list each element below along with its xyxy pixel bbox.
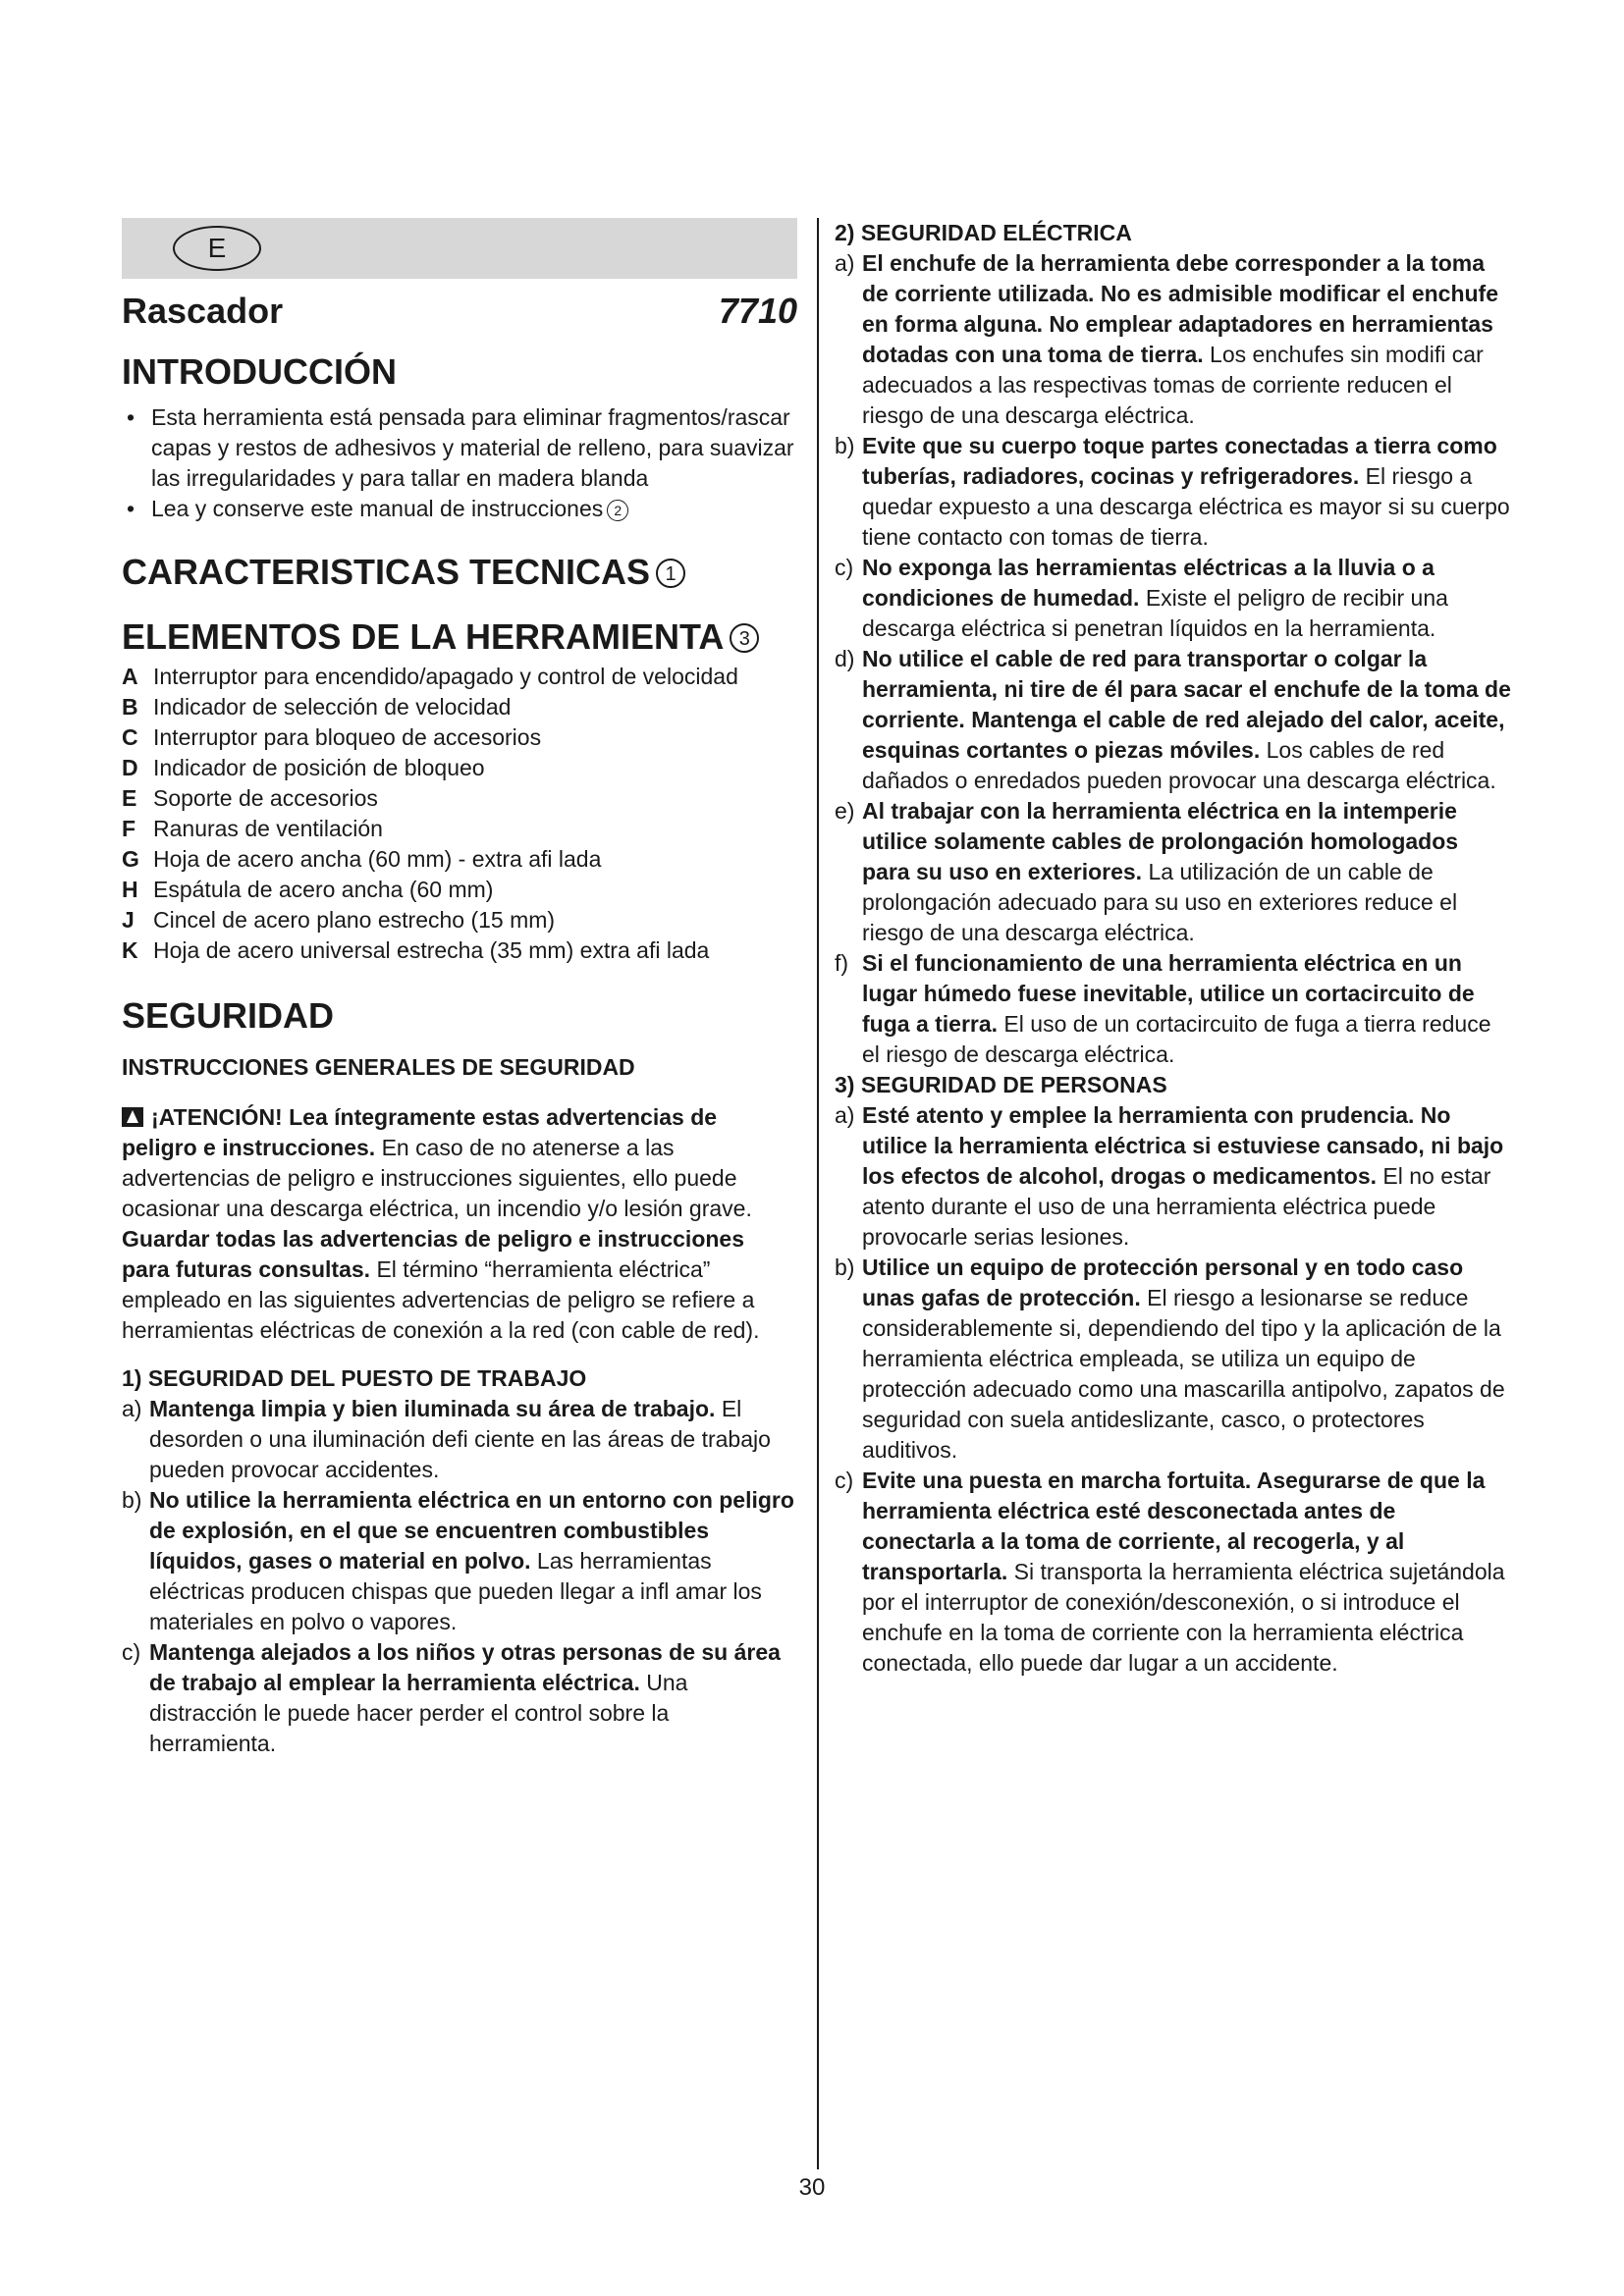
element-letter: A (122, 664, 138, 689)
left-column (122, 218, 797, 1759)
item-text: Los cables de red dañados o enredados pueden provocar una descarga eléctrica. (862, 737, 1496, 793)
element-item (122, 692, 797, 722)
title-row (122, 287, 797, 336)
item-label: c) (835, 1468, 854, 1493)
tech-heading (122, 550, 797, 595)
electrical-item-f (835, 948, 1512, 1070)
item-text: Si transporta la herramienta eléctrica sujetándola por el interruptor de conexión/desconexión, o si introduce el enchufe en la toma de corriente con la herramienta eléctrica conectada, ello puede dar lugar a un accidente. (862, 1559, 1505, 1676)
item-bold: No exponga las herramientas eléctricas a la lluvia o a condiciones de humedad. (862, 555, 1435, 611)
item-text: El riesgo a lesionarse se reduce considerablemente si, dependiendo del tipo y la aplicación de la herramienta eléctrica empleada, se utiliza un equipo de protección adecuado como una mascarilla antipolvo, zapatos de seguridad con suela antideslizante, casco, o protectores auditivos. (862, 1285, 1505, 1463)
personal-safety-heading: 3) SEGURIDAD DE PERSONAS (835, 1072, 1167, 1097)
attention-text-1: En caso de no atenerse a las advertencias de peligro e instrucciones siguientes, ello puede ocasionar una descarga eléctrica, un incendio y/o lesión grave. (122, 1135, 752, 1221)
page-number: 30 (798, 2174, 826, 2201)
element-letter: E (122, 785, 137, 811)
element-item (122, 905, 797, 935)
intro-list (122, 402, 797, 524)
workplace-safety-heading: 1) SEGURIDAD DEL PUESTO DE TRABAJO (122, 1365, 587, 1391)
element-text: Interruptor para encendido/apagado y control de velocidad (153, 664, 738, 689)
language-bar (122, 218, 797, 279)
electrical-item-c (835, 553, 1512, 644)
element-letter: D (122, 755, 138, 780)
item-label: a) (122, 1396, 142, 1421)
item-text: El desorden o una iluminación defi ciente en las áreas de trabajo pueden provocar accidentes. (149, 1396, 771, 1482)
element-text: Hoja de acero universal estrecha (35 mm) extra afi lada (153, 937, 710, 963)
personal-item-c (835, 1466, 1512, 1679)
intro-bullet-1-text: Esta herramienta está pensada para eliminar fragmentos/rascar capas y restos de adhesivos y material de relleno, para suavizar las irregularidades y para tallar en madera blanda (151, 404, 794, 491)
item-bold: Mantenga limpia y bien iluminada su área de trabajo. (149, 1396, 716, 1421)
element-item (122, 753, 797, 783)
electrical-safety-heading: 2) SEGURIDAD ELÉCTRICA (835, 220, 1132, 245)
workplace-safety-section (122, 1363, 797, 1759)
element-letter: B (122, 694, 138, 720)
item-text: Una distracción le puede hacer perder el control sobre la herramienta. (149, 1670, 688, 1756)
intro-bullet-1 (122, 402, 797, 494)
item-label: d) (835, 646, 855, 671)
element-item (122, 814, 797, 844)
item-bold: Si el funcionamiento de una herramienta eléctrica en un lugar húmedo fuese inevitable, utilice un cortacircuito de fuga a tierra. (862, 950, 1475, 1037)
element-letter: F (122, 816, 136, 841)
element-letter: H (122, 877, 138, 902)
item-label: a) (835, 1102, 855, 1128)
electrical-item-a (835, 248, 1512, 431)
element-item (122, 935, 797, 966)
item-text: La utilización de un cable de prolongación adecuado para su uso en exteriores reduce el riesgo de una descarga eléctrica. (862, 859, 1458, 945)
general-safety-heading: INSTRUCCIONES GENERALES DE SEGURIDAD (122, 1054, 635, 1080)
item-bold: Esté atento y emplee la herramienta con prudencia. No utilice la herramienta eléctrica si estuviese cansado, ni bajo los efectos de alcohol, drogas o medicamentos. (862, 1102, 1504, 1189)
workplace-item-c (122, 1637, 797, 1759)
element-item (122, 844, 797, 875)
figure-ref-3: 3 (730, 623, 759, 653)
item-text: El riesgo a quedar expuesto a una descarga eléctrica es mayor si su cuerpo tiene contacto con tomas de tierra. (862, 463, 1510, 550)
element-item (122, 662, 797, 692)
personal-item-a (835, 1100, 1512, 1253)
doc-title: Rascador (122, 291, 284, 331)
intro-bullet-2-text: Lea y conserve este manual de instrucciones (151, 496, 604, 521)
element-letter: C (122, 724, 138, 750)
intro-heading: INTRODUCCIÓN (122, 351, 397, 392)
item-text: Existe el peligro de recibir una descarga eléctrica si penetran líquidos en la herramienta. (862, 585, 1448, 641)
attention-paragraph (122, 1102, 797, 1346)
electrical-item-e (835, 796, 1512, 948)
figure-ref-1: 1 (656, 559, 685, 588)
workplace-item-b (122, 1485, 797, 1637)
item-bold: No utilice la herramienta eléctrica en un entorno con peligro de explosión, en el que se encuentren combustibles líquidos, gases o material en polvo. (149, 1487, 794, 1574)
safety-heading: SEGURIDAD (122, 995, 335, 1036)
item-text: Los enchufes sin modifi car adecuados a las respectivas tomas de corriente reducen el riesgo de una descarga eléctrica. (862, 342, 1484, 428)
electrical-safety-section (835, 218, 1512, 1070)
elements-heading-text: ELEMENTOS DE LA HERRAMIENTA (122, 616, 725, 657)
item-text: El uso de un cortacircuito de fuga a tierra reduce el riesgo de descarga eléctrica. (862, 1011, 1491, 1067)
item-text: Las herramientas eléctricas producen chispas que pueden llegar a infl amar los materiales en polvo o vapores. (149, 1548, 762, 1634)
element-text: Indicador de selección de velocidad (153, 694, 512, 720)
figure-ref-2: 2 (607, 500, 628, 521)
item-label: e) (835, 798, 855, 824)
element-letter: K (122, 937, 138, 963)
personal-item-b (835, 1253, 1512, 1466)
elements-list (122, 662, 797, 966)
element-text: Cincel de acero plano estrecho (15 mm) (153, 907, 556, 933)
element-text: Interruptor para bloqueo de accesorios (153, 724, 542, 750)
item-label: c) (122, 1639, 141, 1665)
item-bold: El enchufe de la herramienta debe corresponder a la toma de corriente utilizada. No es admisible modificar el enchufe en forma alguna. No emplear adaptadores en herramientas dotadas con una toma de tierra. (862, 250, 1499, 367)
element-item (122, 722, 797, 753)
item-label: b) (122, 1487, 142, 1513)
intro-bullet-2 (122, 494, 797, 524)
element-text: Soporte de accesorios (153, 785, 378, 811)
tech-heading-text: CARACTERISTICAS TECNICAS (122, 552, 651, 592)
element-text: Indicador de posición de bloqueo (153, 755, 485, 780)
workplace-item-a (122, 1394, 797, 1485)
element-item (122, 783, 797, 814)
language-badge: E (173, 226, 261, 271)
item-label: c) (835, 555, 854, 580)
element-item (122, 875, 797, 905)
electrical-item-d (835, 644, 1512, 796)
item-label: b) (835, 1255, 855, 1280)
attention-bold-1: ¡ATENCIÓN! Lea íntegramente estas advertencias de peligro e instrucciones. (122, 1104, 718, 1160)
electrical-item-b (835, 431, 1512, 553)
item-bold: No utilice el cable de red para transportar o colgar la herramienta, ni tire de él para sacar el enchufe de la toma de corriente. Mantenga el cable de red alejado del calor, aceite, esquinas cortantes o piezas móviles. (862, 646, 1511, 763)
elements-heading (122, 614, 797, 660)
attention-bold-2: Guardar todas las advertencias de peligro e instrucciones para futuras consultas. (122, 1226, 745, 1282)
item-bold: Al trabajar con la herramienta eléctrica en la intemperie utilice solamente cables de prolongación homologados para su uso en exteriores. (862, 798, 1459, 884)
personal-safety-section (835, 1070, 1512, 1679)
element-letter: J (122, 907, 135, 933)
right-column (835, 218, 1512, 1679)
item-bold: Utilice un equipo de protección personal y en todo caso unas gafas de protección. (862, 1255, 1464, 1310)
element-text: Espátula de acero ancha (60 mm) (153, 877, 494, 902)
element-letter: G (122, 846, 139, 872)
item-bold: Mantenga alejados a los niños y otras personas de su área de trabajo al emplear la herramienta eléctrica. (149, 1639, 781, 1695)
attention-text-2: El término “herramienta eléctrica” empleado en las siguientes advertencias de peligro se refiere a herramientas eléctricas de conexión a la red (con cable de red). (122, 1256, 760, 1343)
item-bold: Evite que su cuerpo toque partes conectadas a tierra como tuberías, radiadores, cocinas y refrigeradores. (862, 433, 1497, 489)
element-text: Hoja de acero ancha (60 mm) - extra afi lada (153, 846, 602, 872)
element-text: Ranuras de ventilación (153, 816, 383, 841)
column-divider (817, 218, 819, 2169)
item-label: f) (835, 950, 849, 976)
item-label: a) (835, 250, 855, 276)
warning-icon (122, 1107, 143, 1127)
item-bold: Evite una puesta en marcha fortuita. Asegurarse de que la herramienta eléctrica esté desconectada antes de conectarla a la toma de corriente, al recogerla, y al transportarla. (862, 1468, 1486, 1584)
model-number: 7710 (718, 291, 797, 331)
item-label: b) (835, 433, 855, 458)
item-text: El no estar atento durante el uso de una herramienta eléctrica puede provocarle serias lesiones. (862, 1163, 1491, 1250)
